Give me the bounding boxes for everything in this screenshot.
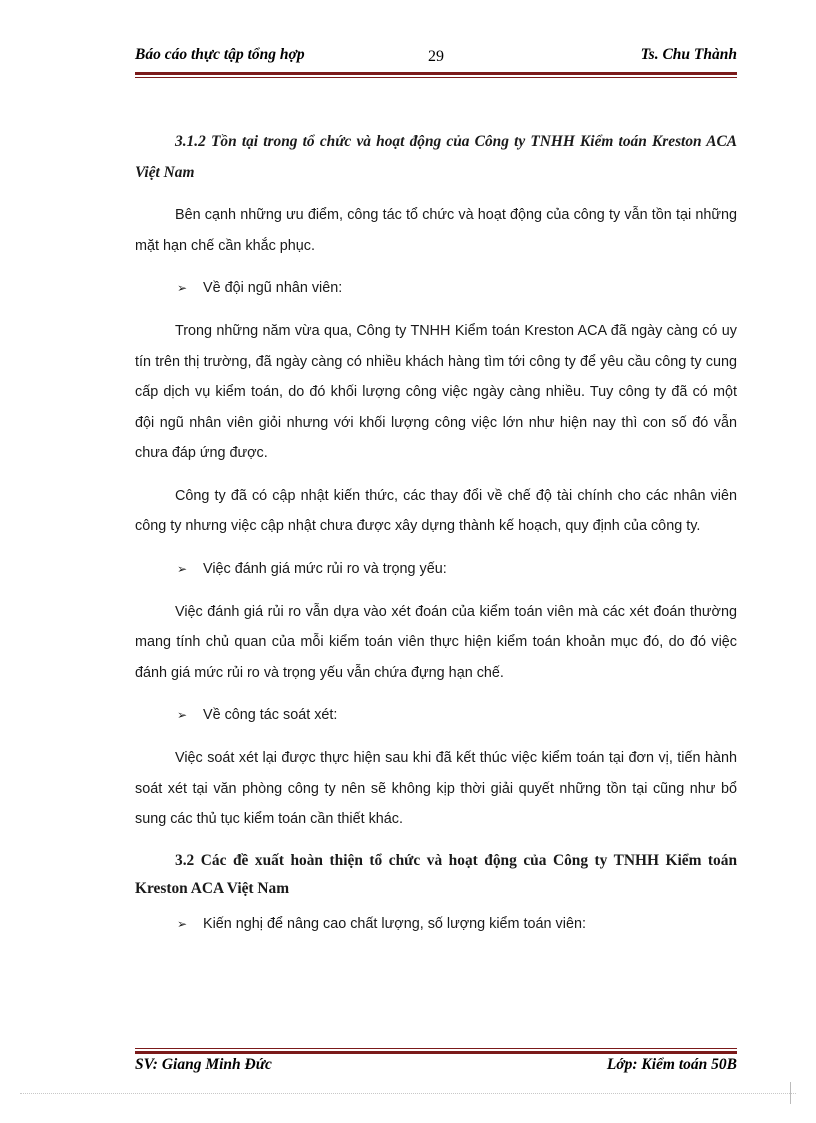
bullet-text: Về công tác soát xét: [203,707,338,723]
paragraph: Công ty đã có cập nhật kiến thức, các thay đổi về chế độ tài chính cho các nhân viên công ty nhưng việc cập nhật chưa được xây dựng thành kế hoạch, quy định của công ty. [135,487,737,534]
bullet-item [135,909,737,939]
header-report-title: Báo cáo thực tập tổng hợp [135,46,305,63]
bullet-text: Kiến nghị để nâng cao chất lượng, số lượng kiểm toán viên: [203,915,586,932]
arrow-bullet-icon: ➢ [177,281,188,295]
page-edge-tick [790,1082,791,1104]
bullet-text: Về đội ngũ nhân viên: [203,280,343,296]
section-heading-3-1-2: 3.1.2 Tồn tại trong tổ chức và hoạt động của Công ty TNHH Kiểm toán Kreston ACA Việt Nam [135,133,737,181]
page-number: 29 [428,48,444,65]
arrow-bullet-icon: ➢ [177,916,188,931]
arrow-bullet-icon: ➢ [177,561,188,576]
footer-rule-thick [135,1051,737,1054]
page-body [135,126,737,952]
footer-rule-thin [135,1048,737,1049]
header-rule-thick [135,72,737,75]
paragraph: Trong những năm vừa qua, Công ty TNHH Kiểm toán Kreston ACA đã ngày càng có uy tín trên thị trường, đã ngày càng có nhiều khách hàng tìm tới công ty để yêu cầu công ty cung cấp dịch vụ kiểm toán, do đó khối lượng công việc ngày càng nhiều. Tuy công ty đã có một đội ngũ nhân viên giỏi nhưng với khối lượng công việc lớn như hiện nay thì con số đó vẫn chưa đáp ứng được. [135,323,737,461]
page-footer [135,1056,737,1078]
intro-paragraph: Bên cạnh những ưu điểm, công tác tổ chức và hoạt động của công ty vẫn tồn tại những mặt hạn chế cần khắc phục. [135,207,737,254]
page-header [135,46,737,70]
bullet-item [135,700,737,730]
header-rule-thin [135,77,737,78]
bullet-text: Việc đánh giá mức rủi ro và trọng yếu: [203,560,447,577]
bullet-item [135,273,737,303]
paragraph: Việc đánh giá rủi ro vẫn dựa vào xét đoán của kiểm toán viên mà các xét đoán thường mang tính chủ quan của mỗi kiểm toán viên thực hiện kiểm toán khoản mục đó, do đó việc đánh giá mức rủi ro và trọng yếu vẫn chứa đựng hạn chế. [135,603,737,681]
header-supervisor: Ts. Chu Thành [640,46,737,63]
page-edge-dotted-line [20,1093,796,1094]
paragraph: Việc soát xét lại được thực hiện sau khi đã kết thúc việc kiểm toán tại đơn vị, tiến hành soát xét tại văn phòng công ty nên sẽ không kịp thời giải quyết những tồn tại cũng như bổ sung các thủ tục kiểm toán cần thiết khác. [135,750,737,827]
footer-class-name: Lớp: Kiểm toán 50B [606,1056,737,1073]
footer-student-name: SV: Giang Minh Đức [135,1056,272,1073]
bullet-item [135,554,737,584]
section-heading-3-2: 3.2 Các đề xuất hoàn thiện tổ chức và hoạt động của Công ty TNHH Kiểm toán Kreston ACA Việt Nam [135,851,737,897]
arrow-bullet-icon: ➢ [177,708,188,722]
